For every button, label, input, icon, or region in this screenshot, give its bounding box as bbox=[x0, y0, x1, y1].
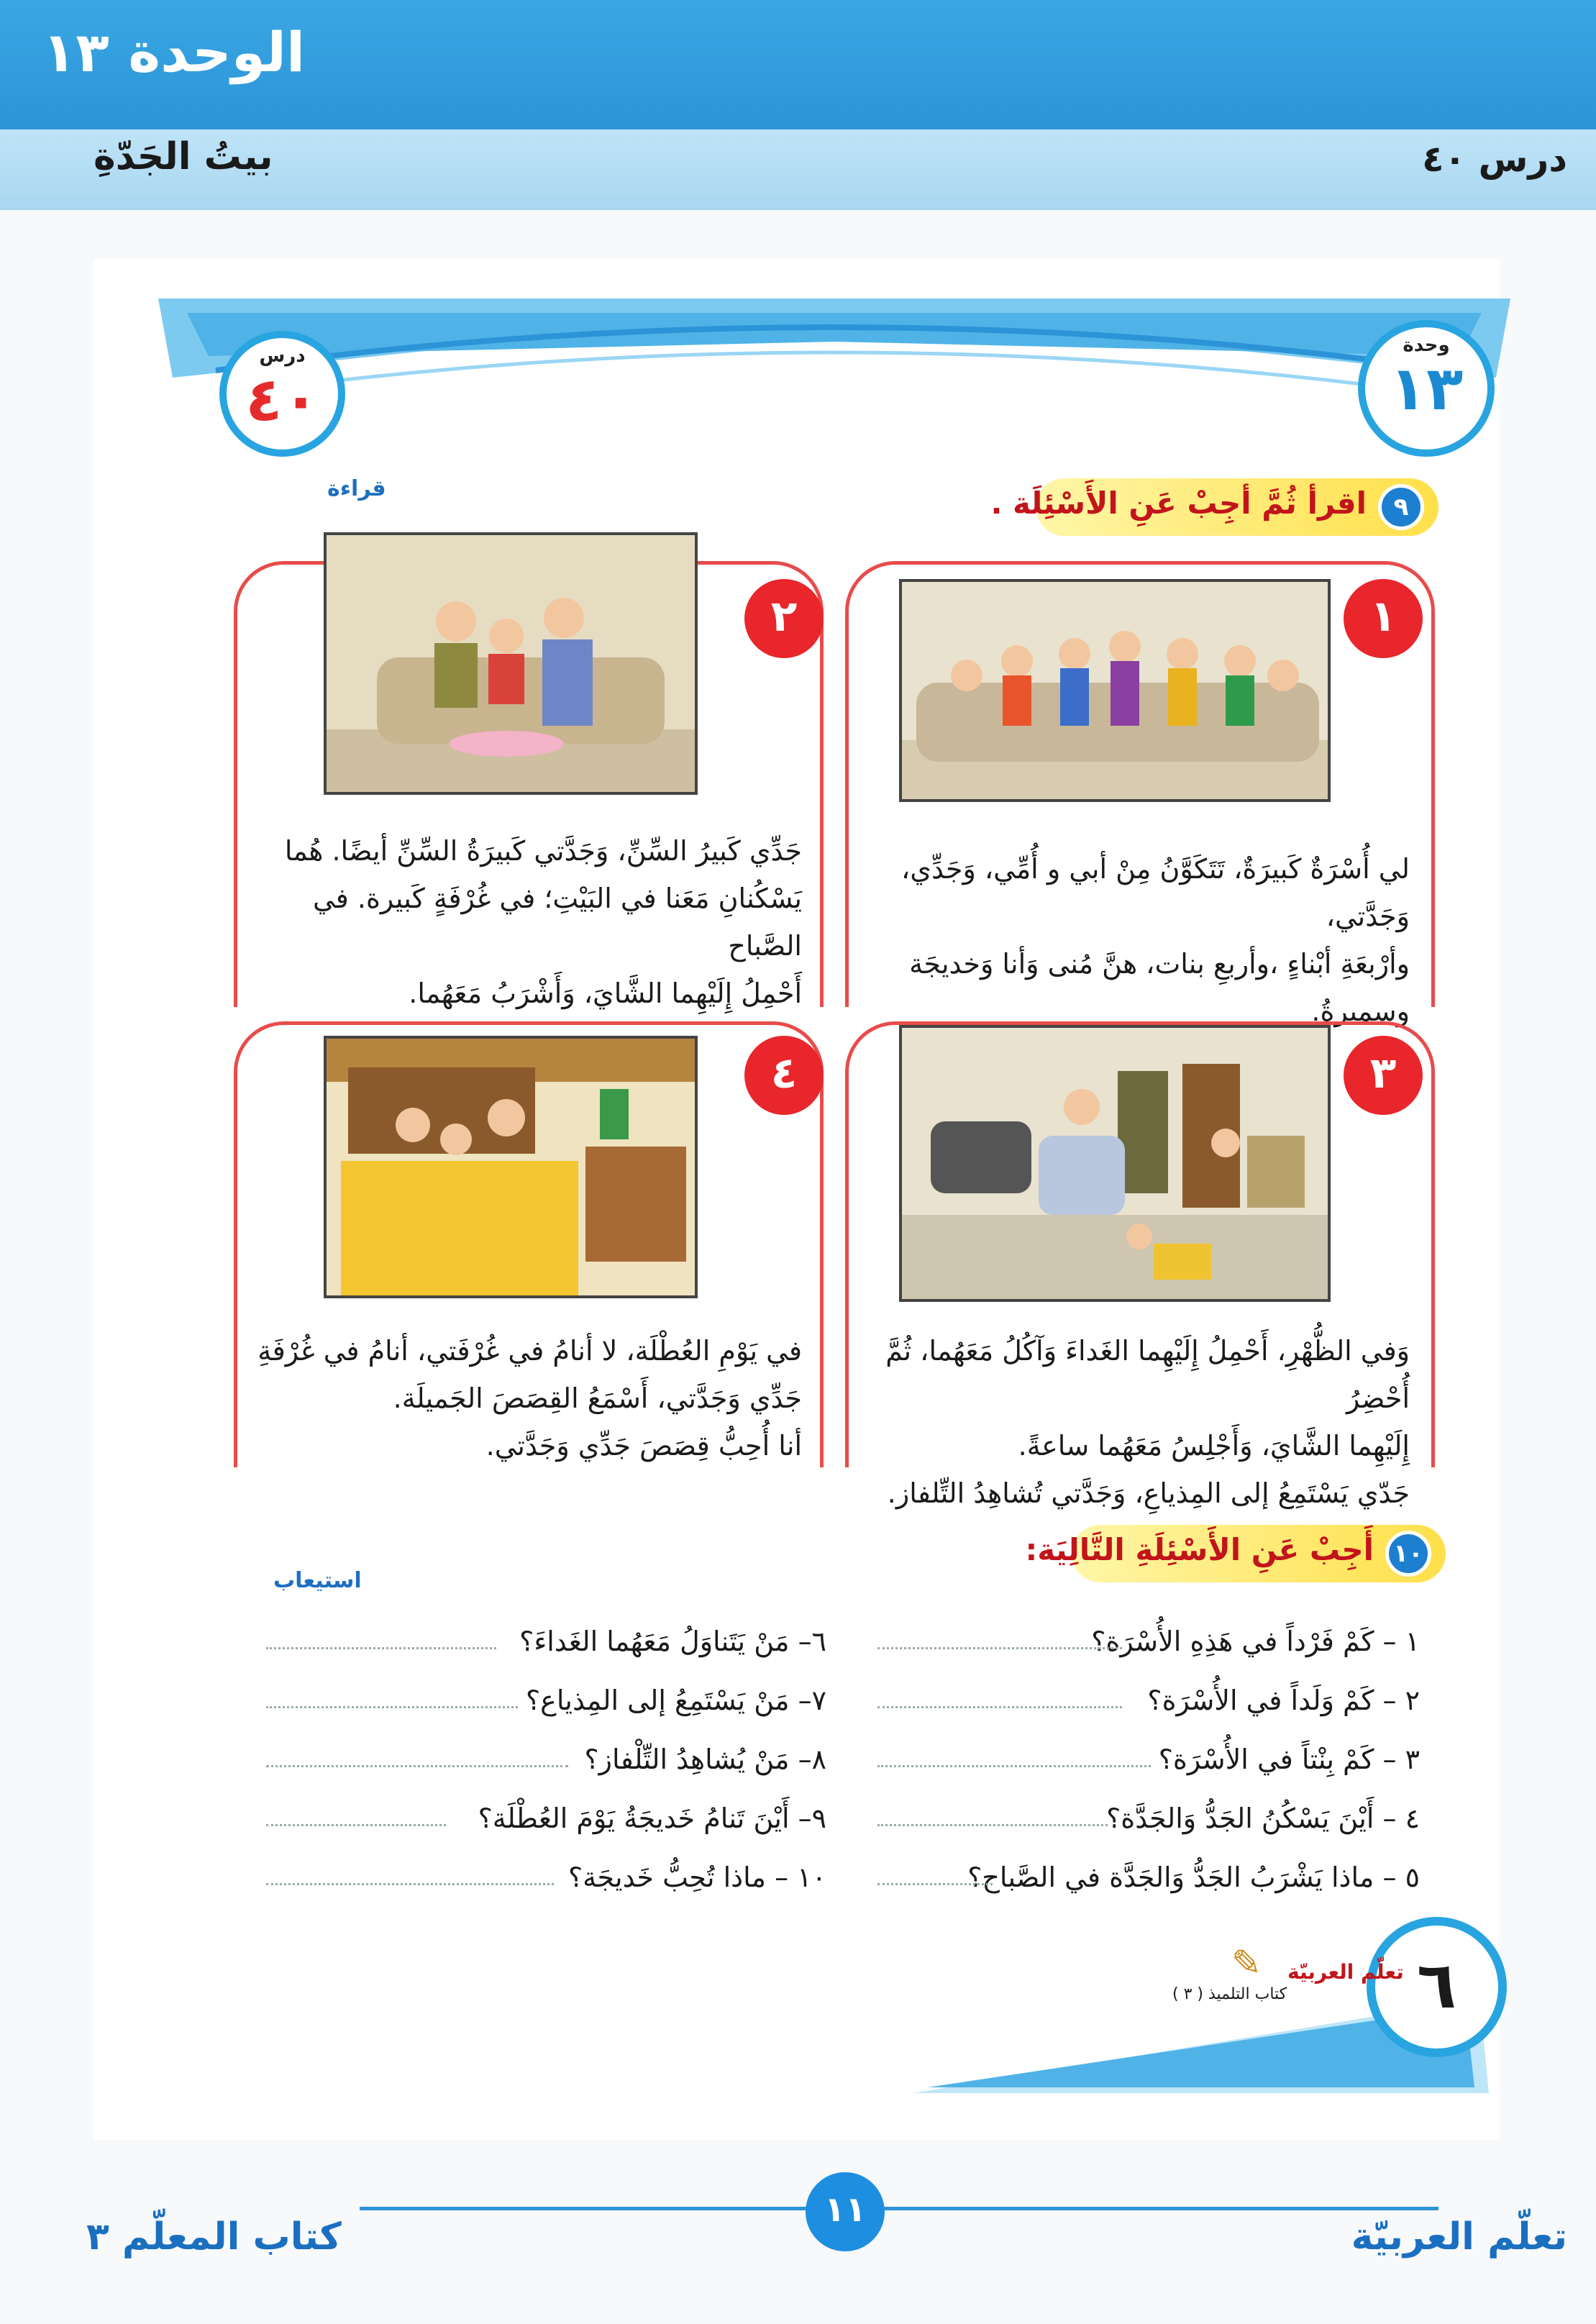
question-4: ٤ – أَيْنَ يَسْكُنُ الجَدُّ وَالجَدَّة؟ bbox=[1106, 1803, 1420, 1834]
answer-line[interactable] bbox=[266, 1647, 496, 1649]
panel-text-line: جَدِّي وَجَدَّتي، أَسْمَعُ القِصَصَ الجَميلَة. bbox=[393, 1382, 802, 1414]
bedroom-story-picture bbox=[324, 1036, 698, 1298]
unit-badge-number: ١٣ bbox=[1389, 353, 1464, 424]
panel-text-line: جَدّي يَسْتَمِعُ إلى المِذياعِ، وَجَدَّتي تُشاهِدُ التِّلفاز. bbox=[887, 1477, 1410, 1509]
panel-text-line: لي أُسْرَةٌ كَبيرَةٌ، تَتَكَوَّنُ مِنْ أبي و أُمِّي، وَجَدِّي، وَجَدَّتي، bbox=[901, 853, 1410, 932]
student-page-number: ٦ bbox=[1367, 1917, 1507, 2057]
footer-rule bbox=[360, 2207, 1438, 2210]
comprehension-label: استيعاب bbox=[273, 1568, 362, 1593]
answer-line[interactable] bbox=[266, 1765, 568, 1767]
unit-badge-label: وحدة bbox=[1403, 334, 1450, 356]
comprehension-instruction bbox=[1025, 1525, 1446, 1582]
lesson-banner bbox=[144, 270, 1525, 435]
footer-book-title: كتاب المعلّم ٣ bbox=[86, 2215, 342, 2259]
panel-number-4: ٤ bbox=[744, 1036, 824, 1115]
panel-text-line: أَحْمِلُ إِلَيْهِما الشَّايَ، وَأَشْرَبُ مَعَهُما. bbox=[409, 978, 802, 1009]
exercise-number-badge: ٩ bbox=[1378, 484, 1424, 530]
question-3: ٣ – كَمْ بِنْتاً في الأُسْرَة؟ bbox=[1158, 1744, 1420, 1775]
panel-text-line: جَدِّي كَبيرُ السِّنِّ، وَجَدَّتي كَبيرَةُ السِّنِّ أيضًا. هُما bbox=[284, 835, 802, 867]
answer-line[interactable] bbox=[266, 1883, 554, 1885]
question-10: ١٠ – ماذا تُحِبُّ خَديجَة؟ bbox=[567, 1862, 826, 1893]
panel-text-line: وأرْبعَةِ أبْناءٍ ،وأربعِ بنات، هنَّ مُنى وَأنا وَخديجَة وسميرةُ. bbox=[909, 948, 1410, 1027]
answer-line[interactable] bbox=[266, 1824, 446, 1826]
panel-text-line: إِلَيْهِما الشَّايَ، وَأَجْلِسُ مَعَهُما ساعةً. bbox=[1018, 1430, 1410, 1462]
answer-line[interactable] bbox=[877, 1706, 1122, 1708]
reading-label: قراءة bbox=[327, 476, 386, 501]
pencil-icon: ✎ bbox=[1231, 1942, 1262, 1984]
exercise-number-badge: ١٠ bbox=[1385, 1531, 1431, 1577]
panel-text-3 bbox=[856, 1327, 1410, 1517]
page-number: ١١ bbox=[806, 2172, 885, 2251]
unit-badge bbox=[1358, 320, 1495, 457]
question-2: ٢ – كَمْ وَلَداً في الأُسْرَة؟ bbox=[1147, 1685, 1420, 1716]
unit-title: الوحدة ١٣ bbox=[42, 20, 305, 84]
student-book-title: كتاب التلميذ ( ٣ ) bbox=[1172, 1985, 1287, 2003]
lesson-badge bbox=[219, 331, 345, 457]
footer-series-title: تعلّم العربيّة bbox=[1351, 2215, 1567, 2259]
lesson-name: بيتُ الجَدّةِ bbox=[94, 135, 273, 178]
question-7: ٧– مَنْ يَسْتَمِعُ إلى المِذياع؟ bbox=[525, 1685, 826, 1716]
question-1: ١ – كَمْ فَرْداً في هَذِهِ الأُسْرَة؟ bbox=[1091, 1626, 1420, 1657]
lesson-number: درس ٤٠ bbox=[1422, 138, 1567, 180]
question-5: ٥ – ماذا يَشْرَبُ الجَدُّ وَالجَدَّة في الصَّباح؟ bbox=[967, 1862, 1420, 1893]
student-series-logo: تعلّم العربيّة bbox=[1287, 1960, 1404, 1984]
answer-line[interactable] bbox=[877, 1647, 1122, 1649]
panel-number-3: ٣ bbox=[1344, 1036, 1423, 1115]
panel-text-2 bbox=[248, 827, 802, 1017]
panel-text-line: وَفي الظُّهْرِ، أَحْمِلُ إِلَيْهِما الغَداءَ وَآكُلُ مَعَهُما، ثُمَّ أُحْضِرُ bbox=[885, 1335, 1410, 1414]
panel-text-line: أنا أُحِبُّ قِصَصَ جَدِّي وَجَدَّتي. bbox=[485, 1430, 802, 1462]
instruction-text: اقرأ ثُمَّ أجِبْ عَنِ الأَسْئِلَة . bbox=[990, 486, 1367, 521]
grandparents-tea-picture bbox=[324, 532, 698, 795]
reading-instruction bbox=[990, 478, 1438, 536]
question-6: ٦– مَنْ يَتَناوَلُ مَعَهُما الغَداءَ؟ bbox=[519, 1626, 826, 1657]
panel-text-1 bbox=[856, 845, 1410, 1035]
instruction-text: أَجِبْ عَنِ الأَسْئِلَةِ التَّالِيَة: bbox=[1025, 1532, 1374, 1567]
panel-text-4 bbox=[248, 1327, 802, 1469]
panel-text-line: يَسْكُنانِ مَعَنا في البَيْتِ؛ في غُرْفَةٍ كَبيرة. في الصَّباح bbox=[312, 883, 802, 962]
panel-number-2: ٢ bbox=[744, 579, 824, 658]
panel-text-line: في يَوْمِ العُطْلَة، لا أنامُ في غُرْفَتي، أنامُ في غُرْفَةِ bbox=[257, 1335, 802, 1367]
answer-line[interactable] bbox=[266, 1706, 518, 1708]
answer-line[interactable] bbox=[877, 1883, 993, 1885]
answer-line[interactable] bbox=[877, 1824, 1108, 1826]
panel-number-1: ١ bbox=[1344, 579, 1423, 658]
question-8: ٨– مَنْ يُشاهِدُ التِّلْفاز؟ bbox=[584, 1744, 826, 1775]
answer-line[interactable] bbox=[877, 1765, 1151, 1767]
family-picture bbox=[899, 579, 1331, 802]
question-9: ٩– أَيْنَ تَنامُ خَديجَةُ يَوْمَ العُطْلَة؟ bbox=[478, 1803, 826, 1834]
lesson-badge-number: ٤٠ bbox=[245, 364, 319, 434]
lesson-badge-label: درس bbox=[259, 345, 306, 367]
living-room-picture bbox=[899, 1025, 1331, 1302]
